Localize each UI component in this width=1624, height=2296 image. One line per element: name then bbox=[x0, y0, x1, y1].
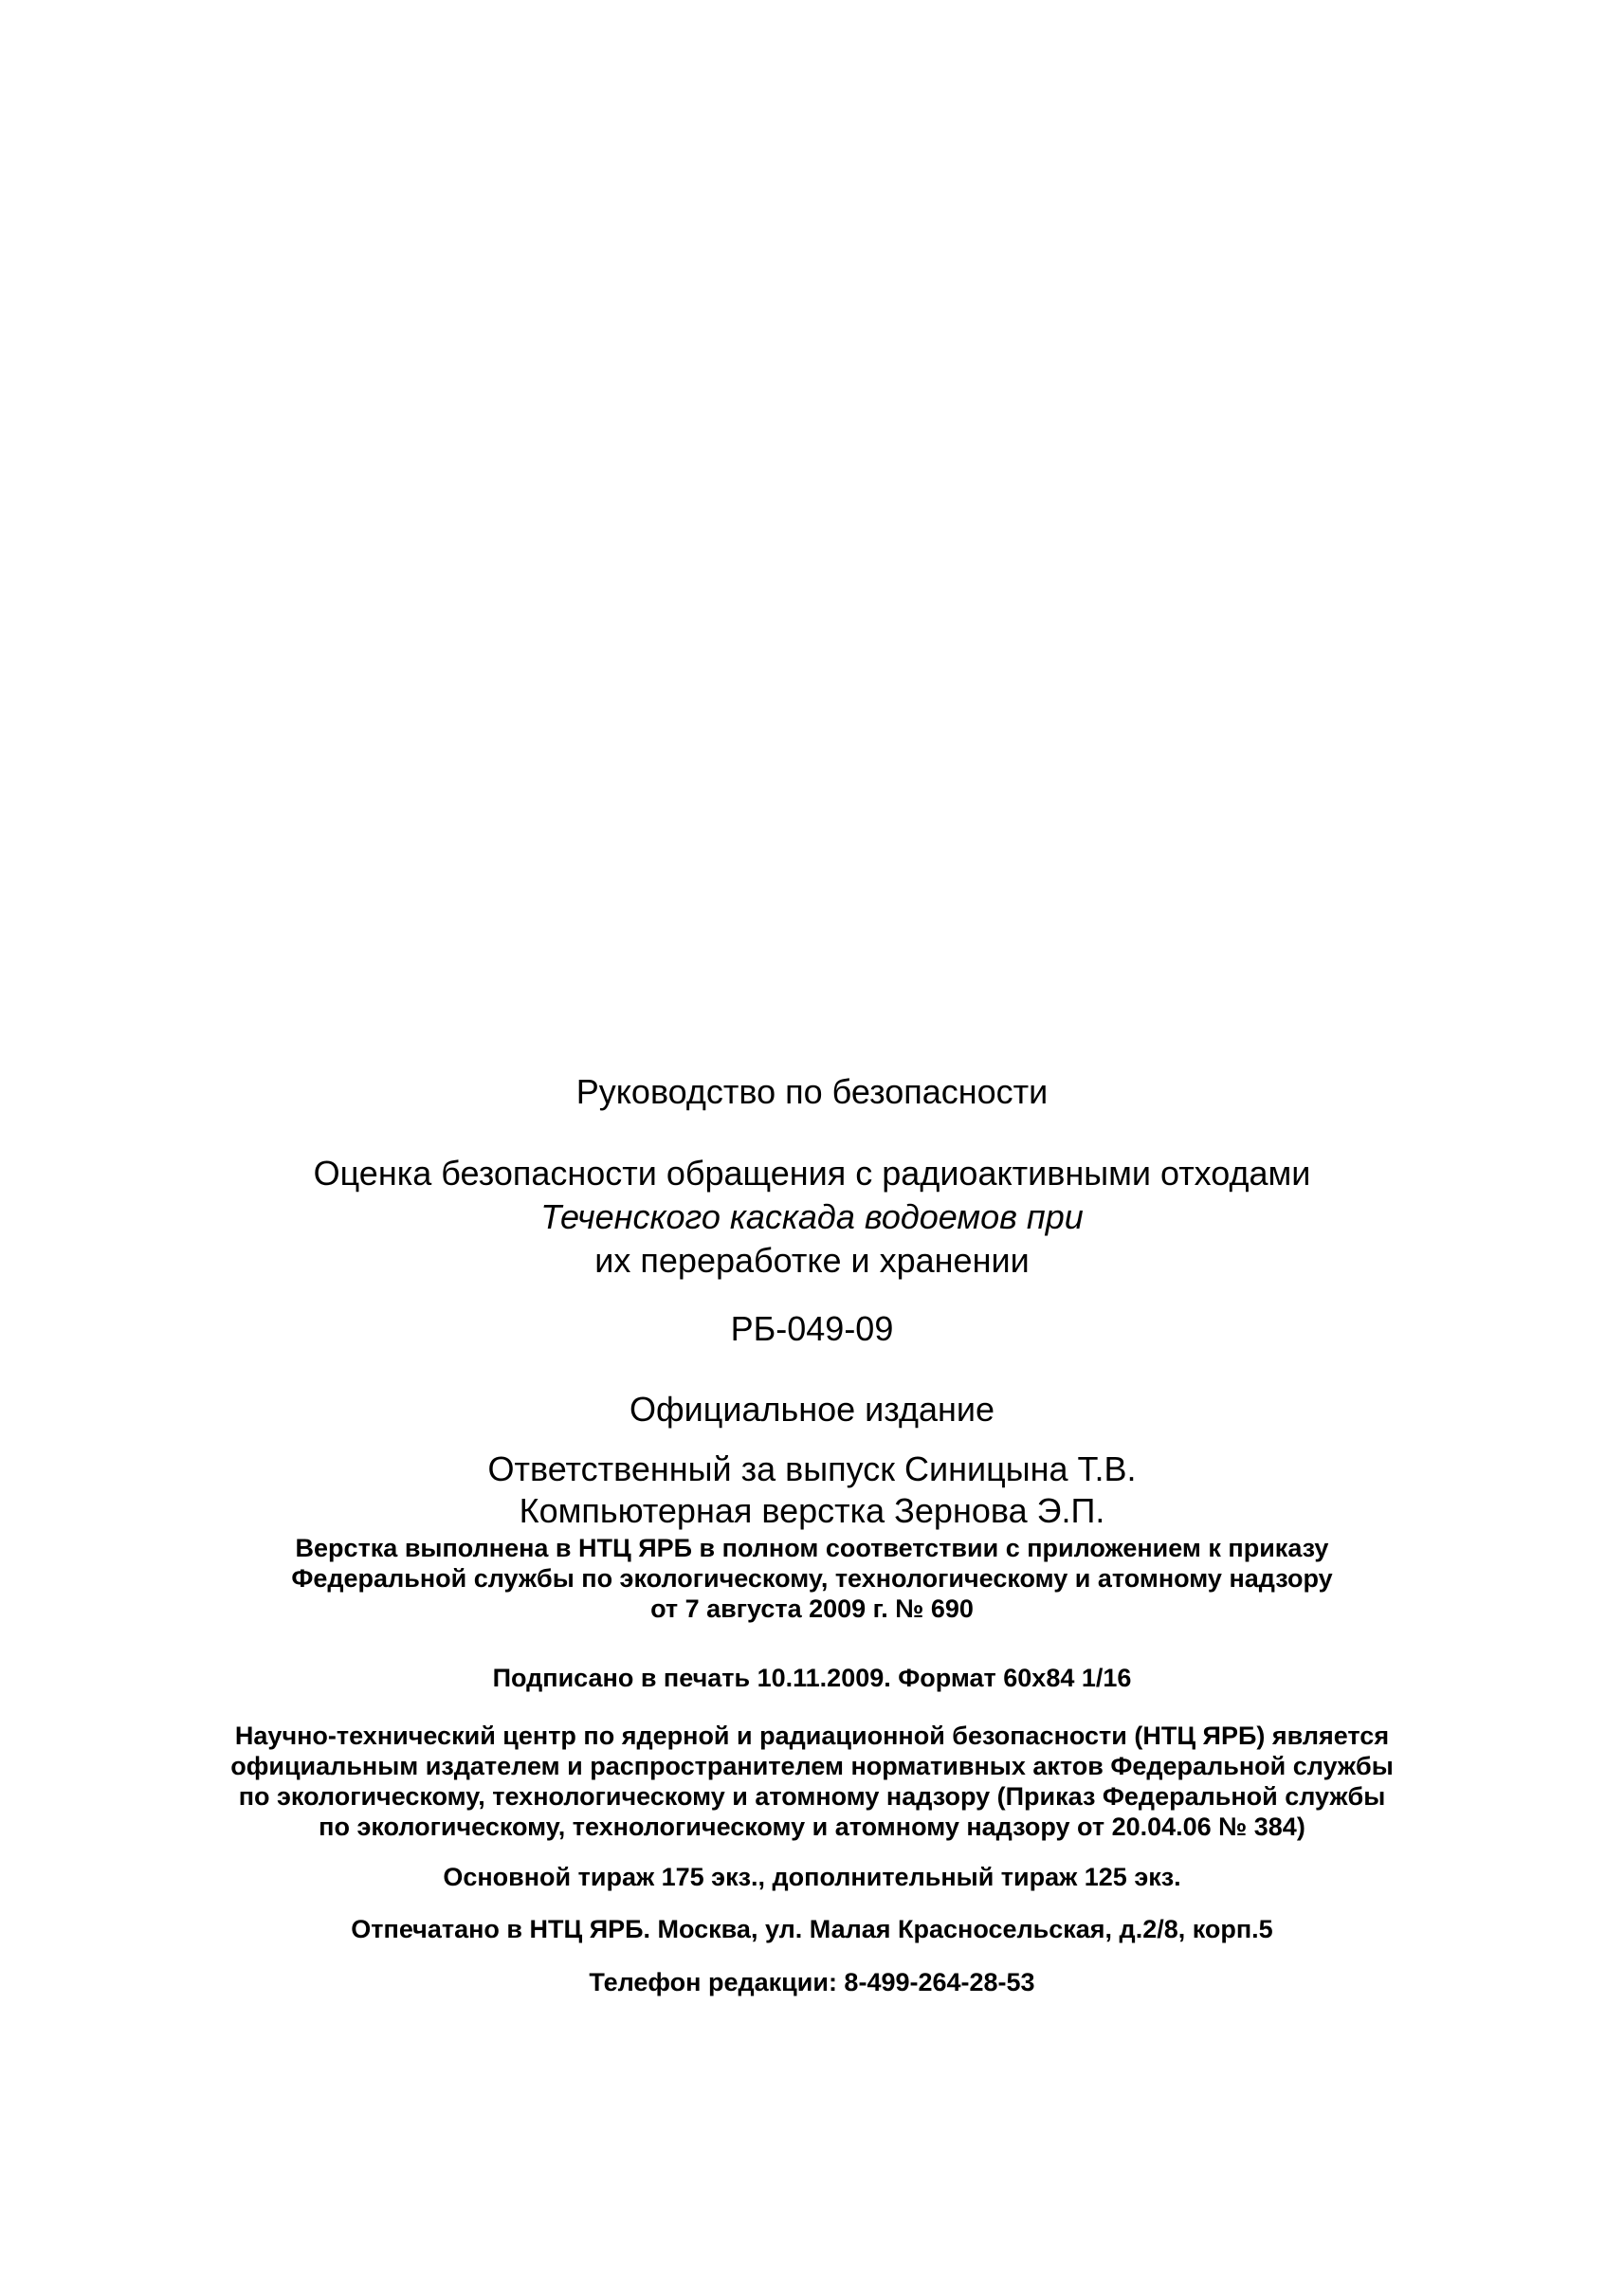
layout-note-line-1: Верстка выполнена в НТЦ ЯРБ в полном соответствии с приложением к приказу bbox=[295, 1534, 1329, 1562]
edition-block bbox=[0, 1389, 1624, 1430]
publisher-line-2: официальным издателем и распространителем нормативных актов Федеральной службы bbox=[230, 1752, 1394, 1780]
doc-number-block bbox=[0, 1308, 1624, 1350]
publisher-line-4: по экологическому, технологическому и атомному надзору от 20.04.06 № 384) bbox=[319, 1813, 1305, 1841]
print-info-block bbox=[0, 1662, 1624, 1694]
layout-note-line-3: от 7 августа 2009 г. № 690 bbox=[650, 1594, 974, 1623]
title-line-3: их переработке и хранении bbox=[594, 1241, 1030, 1280]
phone-block bbox=[0, 1966, 1624, 1998]
publisher-line-1: Научно-технический центр по ядерной и радиационной безопасности (НТЦ ЯРБ) является bbox=[234, 1722, 1390, 1750]
layout-note bbox=[0, 1533, 1624, 1624]
layout-note-line-2: Федеральной службы по экологическому, технологическому и атомному надзору bbox=[291, 1564, 1333, 1593]
guide-label-block bbox=[0, 1071, 1624, 1113]
publisher-line-3: по экологическому, технологическому и атомному надзору (Приказ Федеральной службы bbox=[238, 1782, 1386, 1811]
printed-at-block bbox=[0, 1913, 1624, 1945]
title-line-2: Теченского каскада водоемов при bbox=[540, 1197, 1084, 1236]
circulation: Основной тираж 175 экз., дополнительный тираж 125 экз. bbox=[443, 1863, 1181, 1891]
layout-editor: Компьютерная верстка Зернова Э.П. bbox=[519, 1491, 1105, 1530]
title-line-1: Оценка безопасности обращения с радиоактивными отходами bbox=[313, 1154, 1311, 1193]
edition-label: Официальное издание bbox=[629, 1390, 995, 1429]
printed-at: Отпечатано в НТЦ ЯРБ. Москва, ул. Малая Красносельская, д.2/8, корп.5 bbox=[351, 1915, 1273, 1943]
doc-number: РБ-049-09 bbox=[730, 1309, 894, 1348]
publisher-note bbox=[0, 1721, 1624, 1842]
print-info: Подписано в печать 10.11.2009. Формат 60x84 1/16 bbox=[492, 1664, 1132, 1692]
circulation-block bbox=[0, 1861, 1624, 1893]
document-title bbox=[0, 1152, 1624, 1283]
editorial-phone: Телефон редакции: 8-499-264-28-53 bbox=[589, 1968, 1035, 1996]
responsible-editor: Ответственный за выпуск Синицына Т.В. bbox=[487, 1449, 1137, 1488]
guide-label: Руководство по безопасности bbox=[575, 1072, 1049, 1111]
credits bbox=[0, 1449, 1624, 1532]
